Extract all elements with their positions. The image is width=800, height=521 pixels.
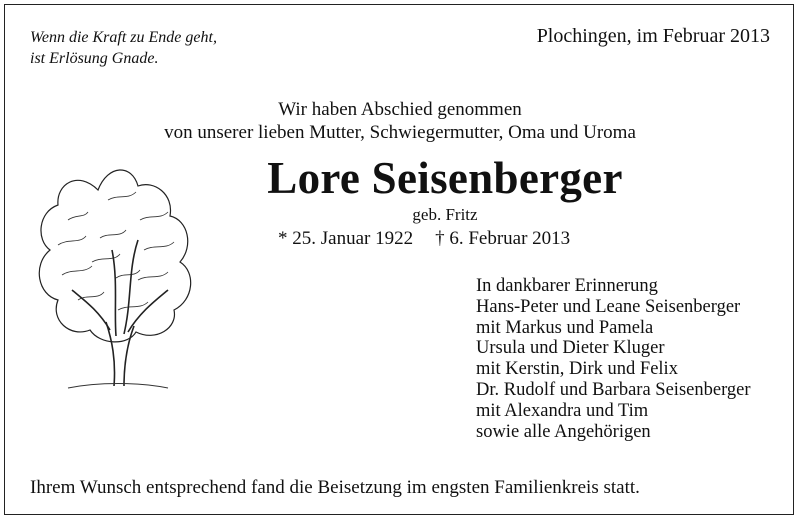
mourners-line: mit Kerstin, Dirk und Felix xyxy=(476,359,678,380)
mourners-line: Dr. Rudolf und Barbara Seisenberger xyxy=(476,379,751,400)
place-and-date: Plochingen, im Februar 2013 xyxy=(536,25,770,47)
mourners-line: In dankbarer Erinnerung xyxy=(476,276,658,296)
mourners-line: mit Markus und Pamela xyxy=(476,317,654,338)
quote-line-1: Wenn die Kraft zu Ende geht, xyxy=(30,29,217,46)
death-date: † 6. Februar 2013 xyxy=(435,228,571,249)
life-dates xyxy=(278,228,570,250)
born-name: geb. Fritz xyxy=(412,205,478,224)
quote xyxy=(30,27,217,69)
tree-illustration-icon xyxy=(28,150,200,400)
quote-line-2: ist Erlösung Gnade. xyxy=(30,50,159,67)
intro-line-2: von unserer lieben Mutter, Schwiegermutter, Oma und Uroma xyxy=(164,122,636,143)
deceased-name: Lore Seisenberger xyxy=(267,153,623,203)
intro-line-1: Wir haben Abschied genommen xyxy=(278,99,522,120)
mourners-line: Hans-Peter und Leane Seisenberger xyxy=(476,296,741,317)
footer-note: Ihrem Wunsch entsprechend fand die Beisetzung im engsten Familienkreis statt. xyxy=(30,477,640,498)
intro-text xyxy=(0,98,800,144)
mourners-line: Ursula und Dieter Kluger xyxy=(476,338,665,359)
mourners-line: sowie alle Angehörigen xyxy=(476,421,651,442)
mourners-line: mit Alexandra und Tim xyxy=(476,400,649,421)
birth-date: * 25. Januar 1922 xyxy=(278,228,414,249)
mourners-list xyxy=(476,276,751,442)
